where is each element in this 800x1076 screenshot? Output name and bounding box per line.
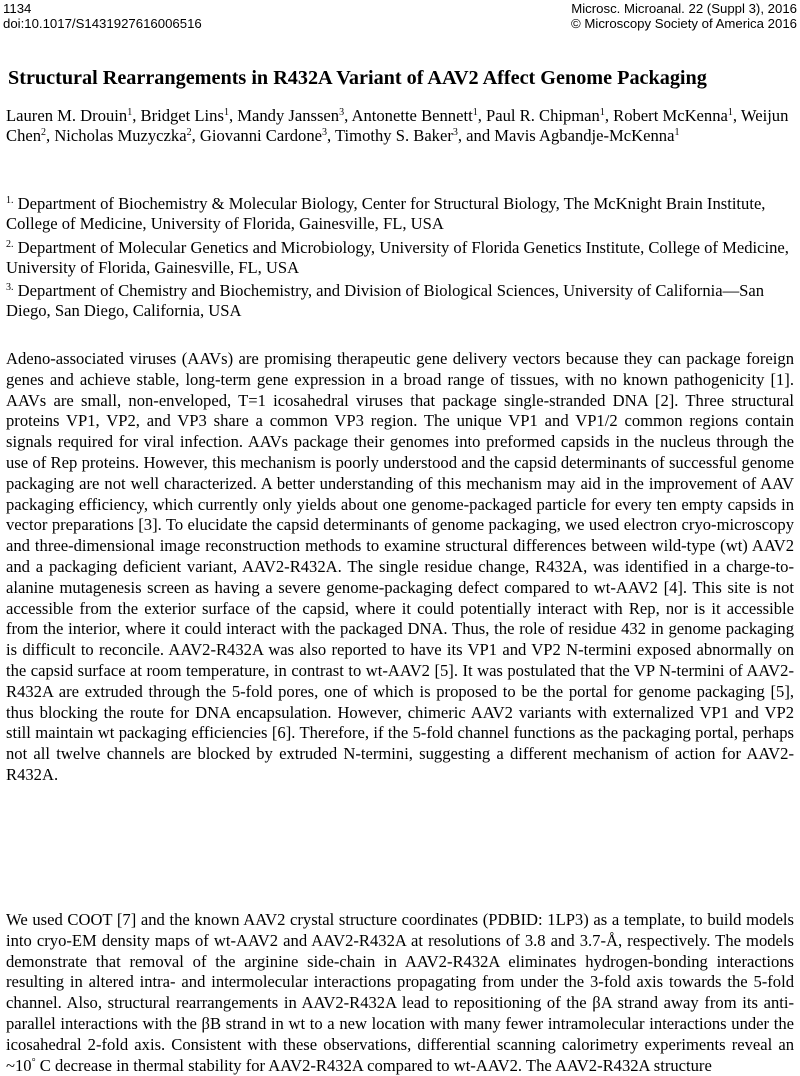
affiliation-1: $^{1.}$ Department of Biochemistry & Molecular Biology, Center for Structural Biology, The McKnight Brain Institute, College of Medicine, University of Florida, Gainesville, FL, USA [6,194,766,233]
author: Nicholas Muzyczka$^2$ [54,126,192,145]
author: Bridget Lins$^1$ [140,106,229,125]
affiliations [6,194,794,325]
author-list: Lauren M. Drouin$^1$, Bridget Lins$^1$, Mandy Janssen$^3$, Antonette Bennett$^1$, Paul R. Chipman$^1$, Robert McKenna$^1$, Weijun Chen$^2$, Nicholas Muzyczka$^2$, Giovanni Cardone$^3$, Timothy S. Baker$^3$, and Mavis Agbandje-McKenna$^1$ [6,106,789,145]
affiliation-3: $^{3.}$ Department of Chemistry and Biochemistry, and Division of Biological Sciences, University of California—San Diego, San Diego, California, USA [6,281,765,320]
affiliation-2: $^{2.}$ Department of Molecular Genetics and Microbiology, University of Florida Genetics Institute, College of Medicine, University of Florida, Gainesville, FL, USA [6,237,789,277]
page-number: 1134 [3,1,32,16]
paper-title: Structural Rearrangements in R432A Variant of AAV2 Affect Genome Packaging [8,67,707,89]
author: Paul R. Chipman$^1$ [485,106,605,125]
author: Lauren M. Drouin$^1$ [6,106,133,125]
page-header-right [571,1,797,31]
author: Antonette Bennett$^1$ [351,106,478,125]
doi: doi:10.1017/S1431927616006516 [3,16,202,31]
journal-citation: Microsc. Microanal. 22 (Suppl 3), 2016 [571,1,797,16]
author: Mavis Agbandje-McKenna$^1$ [494,126,680,145]
body-paragraph-1: Adeno-associated viruses (AAVs) are promising therapeutic gene delivery vectors because they can package foreign genes and achieve stable, long-term gene expression in a broad range of tissues, with no known pathogenicity [1]. AAVs are small, non-enveloped, T=1 icosahedral viruses that package single-stranded DNA [2]. Three structural proteins VP1, VP2, and VP3 share a common VP3 region. The unique VP1 and VP1/2 common regions contain signals required for viral infection. AAVs package their genomes into preformed capsids in the nucleus through the use of Rep proteins. However, this mechanism is poorly understood and the capsid determinants of successful genome packaging are not well characterized. A better understanding of this mechanism may aid in the improvement of AAV packaging efficiency, which currently only yields about one genome-packaged particle for every ten empty capsids in vector preparations [3]. To elucidate the capsid determinants of genome packaging, we used electron cryo-microscopy and three-dimensional image reconstruction methods to examine structural differences between wild-type (wt) AAV2 and a packaging deficient variant, AAV2-R432A. The single residue change, R432A, was identified in a charge-to-alanine mutagenesis screen as having a severe genome-packaging defect compared to wt-AAV2 [4]. This site is not accessible from the exterior surface of the capsid, where it could potentially interact with Rep, nor is it accessible from the interior, where it could interact with the packaged DNA. Thus, the role of residue 432 in genome packaging is difficult to reconcile. AAV2-R432A was also reported to have its VP1 and VP2 N-termini exposed abnormally on the capsid surface at room temperature, in contrast to wt-AAV2 [5]. It was postulated that the VP N-termini of AAV2-R432A are extruded through the 5-fold pores, one of which is proposed to be the portal for genome packaging [5], thus blocking the route for DNA encapsulation. However, chimeric AAV2 variants with externalized VP1 and VP2 still maintain wt packaging efficiencies [6]. Therefore, if the 5-fold channel functions as the packaging portal, perhaps not all twelve channels are blocked by extruded N-termini, suggesting a different mechanism of action for AAV2-R432A. [6,349,794,784]
body-paragraph-2: We used COOT [7] and the known AAV2 crystal structure coordinates (PDBID: 1LP3) as a template, to build models into cryo-EM density maps of wt-AAV2 and AAV2-R432A at resolutions of 3.8 and 3.7-Å, respectively. The models demonstrate that removal of the arginine side-chain in AAV2-R432A eliminates hydrogen-bonding interactions resulting in altered intra- and intermolecular interactions propagating from under the 3-fold axis towards the 5-fold channel. Also, structural rearrangements in AAV2-R432A lead to repositioning of the βA strand away from its anti-parallel interactions with the βB strand in wt to a new location with many fewer intramolecular interactions under the icosahedral 2-fold axis. Consistent with these observations, differential scanning calorimetry experiments reveal an ~10° C decrease in thermal stability for AAV2-R432A compared to wt-AAV2. The AAV2-R432A structure [6,910,794,1075]
author: Weijun Chen$^2$ [6,106,789,145]
author: Robert McKenna$^1$ [613,106,733,125]
author: Mandy Janssen$^3$ [237,106,345,125]
copyright: © Microscopy Society of America 2016 [571,16,797,31]
author: Giovanni Cardone$^3$ [199,126,327,145]
page-header-left [3,1,202,31]
author: Timothy S. Baker$^3$ [335,126,458,145]
